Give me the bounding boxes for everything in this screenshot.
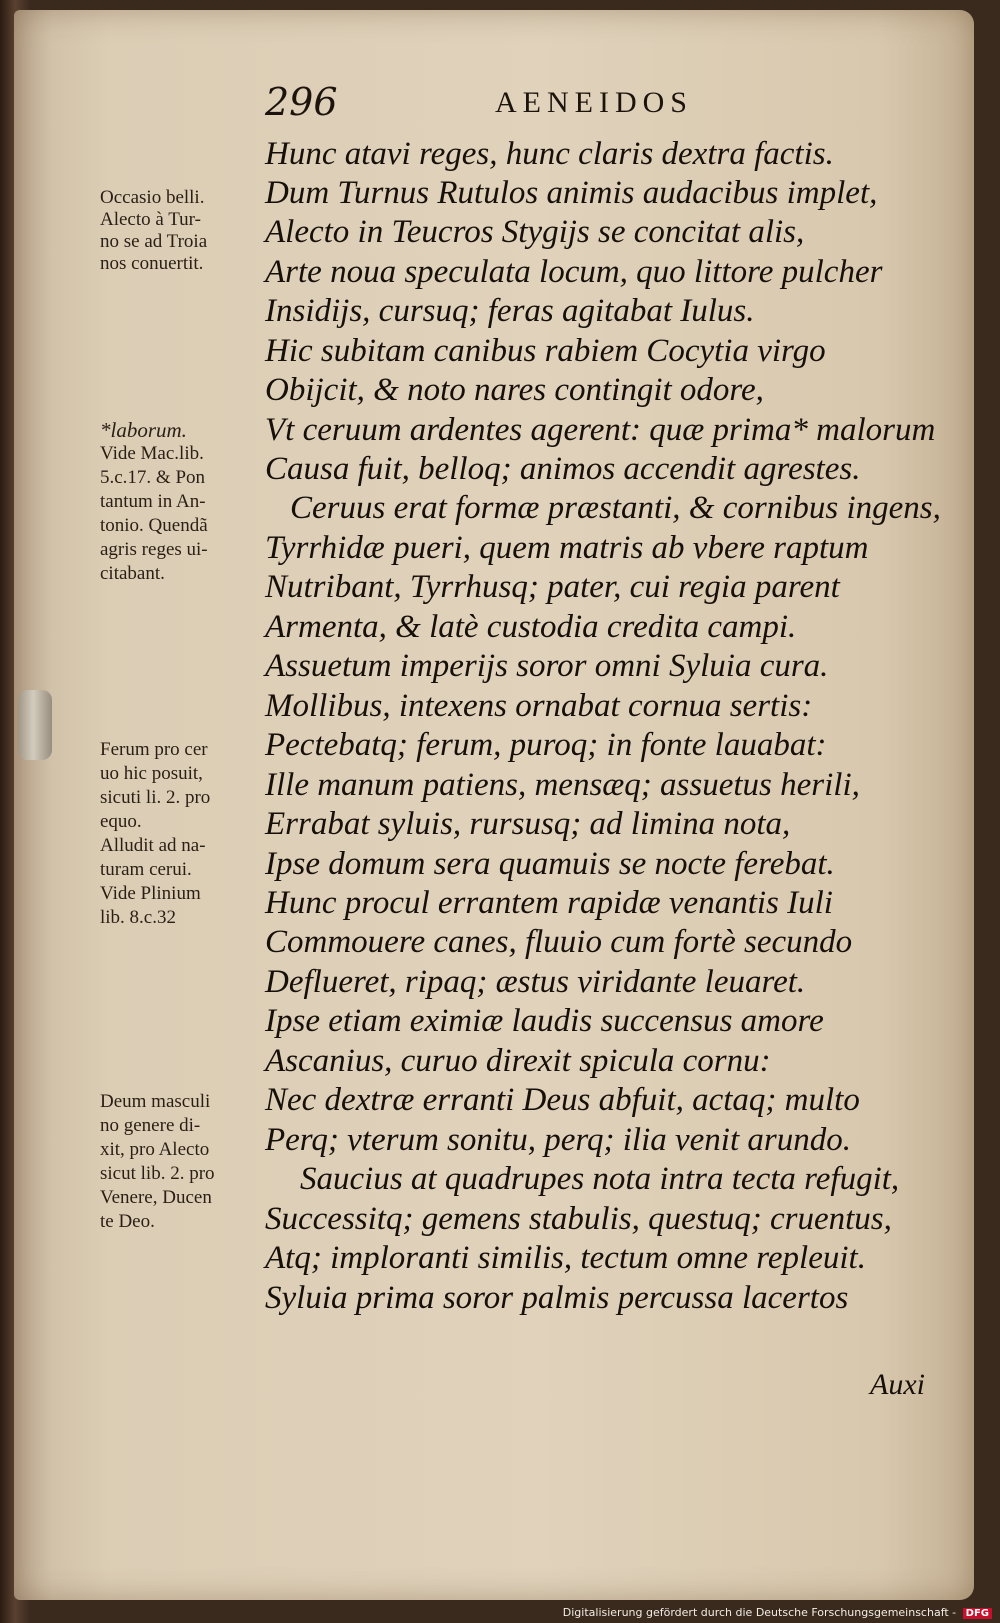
verse-line: Hunc procul errantem rapidæ venantis Iuli xyxy=(265,885,833,921)
verse-line: Causa fuit, belloq; animos accendit agrestes. xyxy=(265,451,861,487)
verse-line: Atq; imploranti similis, tectum omne repleuit. xyxy=(265,1240,866,1276)
verse-line: Obijcit, & noto nares contingit odore, xyxy=(265,372,764,408)
verse-line: Ipse etiam eximiæ laudis succensus amore xyxy=(265,1003,824,1039)
verse-line: Armenta, & latè custodia credita campi. xyxy=(265,609,797,645)
verse-line: Alecto in Teucros Stygijs se concitat alis, xyxy=(265,214,805,250)
margin-note: equo. xyxy=(100,811,142,832)
margin-note: tantum in An- xyxy=(100,491,206,512)
margin-note: sicut lib. 2. pro xyxy=(100,1163,215,1184)
catchword: Auxi xyxy=(870,1368,925,1401)
margin-note: agris reges ui- xyxy=(100,539,208,560)
margin-note: sicuti li. 2. pro xyxy=(100,787,211,808)
margin-note: no se ad Troia xyxy=(100,231,208,252)
verse-line: Tyrrhidæ pueri, quem matris ab vbere raptum xyxy=(265,530,869,566)
verse-line: Dum Turnus Rutulos animis audacibus implet, xyxy=(265,175,878,211)
margin-note: tonio. Quendã xyxy=(100,515,208,536)
verse-line: Syluia prima soror palmis percussa lacertos xyxy=(265,1280,849,1316)
verse-line: Ascanius, curuo direxit spicula cornu: xyxy=(265,1043,771,1079)
margin-note: Vide Plinium xyxy=(100,883,201,904)
digitization-credit xyxy=(563,1606,992,1619)
margin-note: nos conuertit. xyxy=(100,253,204,274)
margin-note: Alludit ad na- xyxy=(100,835,206,856)
margin-note: Ferum pro cer xyxy=(100,739,208,760)
verse-line: Hunc atavi reges, hunc claris dextra factis. xyxy=(265,136,834,172)
credit-text: Digitalisierung gefördert durch die Deutsche Forschungsgemeinschaft - xyxy=(562,1606,957,1619)
margin-note: citabant. xyxy=(100,563,165,584)
margin-note: *laborum. xyxy=(100,418,187,442)
verse-line: Pectebatq; ferum, puroq; in fonte lauabat: xyxy=(265,727,827,763)
verse-line: Vt ceruum ardentes agerent: quæ prima* malorum xyxy=(265,412,936,448)
margin-note: Deum masculi xyxy=(100,1091,211,1112)
margin-note: Occasio belli. xyxy=(100,187,205,208)
margin-note: uo hic posuit, xyxy=(100,763,203,784)
page-header xyxy=(265,80,765,130)
verse-line: Perq; vterum sonitu, perq; ilia venit arundo. xyxy=(265,1122,851,1158)
verse-line: Nec dextræ erranti Deus abfuit, actaq; multo xyxy=(265,1082,860,1118)
verse-line: Insidijs, cursuq; feras agitabat Iulus. xyxy=(265,293,755,329)
verse-line: Saucius at quadrupes nota intra tecta refugit, xyxy=(300,1161,900,1197)
verse-line: Mollibus, intexens ornabat cornua sertis: xyxy=(265,688,813,724)
dfg-logo: DFG xyxy=(963,1608,992,1619)
margin-note: no genere di- xyxy=(100,1115,201,1136)
running-head: AENEIDOS xyxy=(495,86,693,119)
margin-note: Venere, Ducen xyxy=(100,1187,212,1208)
verse-line: Ille manum patiens, mensæq; assuetus herili, xyxy=(265,767,860,803)
verse-line: Ipse domum sera quamuis se nocte ferebat. xyxy=(265,846,835,882)
verse-line: Commouere canes, fluuio cum fortè secundo xyxy=(265,924,853,960)
verse-line: Errabat syluis, rursusq; ad limina nota, xyxy=(265,806,791,842)
margin-note: lib. 8.c.32 xyxy=(100,907,176,928)
verse-line: Deflueret, ripaq; æstus viridante leuaret. xyxy=(265,964,806,1000)
margin-note: turam cerui. xyxy=(100,859,192,880)
margin-note: te Deo. xyxy=(100,1211,155,1232)
page-number: 296 xyxy=(265,80,338,124)
verse-line: Ceruus erat formæ præstanti, & cornibus ingens, xyxy=(290,490,941,526)
margin-note: xit, pro Alecto xyxy=(100,1139,210,1160)
verse-line: Assuetum imperijs soror omni Syluia cura. xyxy=(265,648,829,684)
verse-line: Successitq; gemens stabulis, questuq; cruentus, xyxy=(265,1201,892,1237)
margin-note: Vide Mac.lib. xyxy=(100,443,204,464)
page-clip xyxy=(18,690,52,760)
verse-line: Arte noua speculata locum, quo littore pulcher xyxy=(265,254,883,290)
margin-note: 5.c.17. & Pon xyxy=(100,467,206,488)
verse-line: Hic subitam canibus rabiem Cocytia virgo xyxy=(265,333,826,369)
verse-line: Nutribant, Tyrrhusq; pater, cui regia parent xyxy=(265,569,840,605)
margin-note: Alecto à Tur- xyxy=(100,209,201,230)
